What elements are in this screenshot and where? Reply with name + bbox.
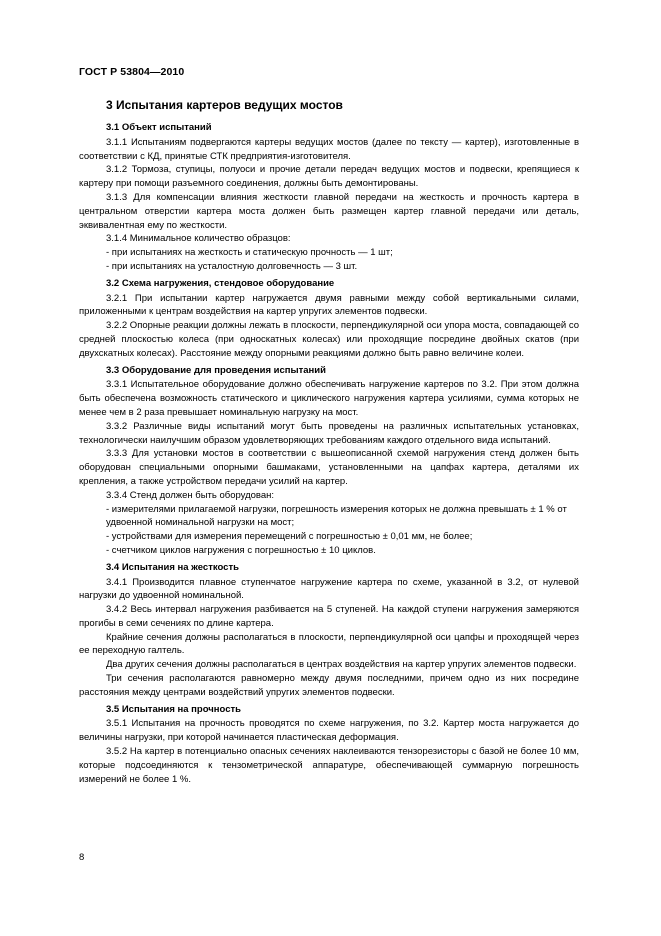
list-item: - измерителями прилагаемой нагрузки, погрешность измерения которых не должна превышать ± 1 % от удвоенной номинальной нагрузки на мост;	[106, 503, 567, 529]
subsection-title-3-4: 3.4 Испытания на жесткость	[106, 561, 239, 573]
section-title: 3 Испытания картеров ведущих мостов	[106, 98, 343, 112]
page-number: 8	[79, 852, 85, 863]
paragraph-3-5-2: 3.5.2 На картер в потенциально опасных сечениях наклеиваются тензорезисторы с базой не более 10 мм, которые подсоединяются к тензометрической аппаратуре, обеспечивающей суммарную погрешность измерений не более 1 %.	[79, 746, 579, 785]
subsection-title-3-1: 3.1 Объект испытаний	[106, 122, 212, 133]
subsection-title-3-5: 3.5 Испытания на прочность	[106, 703, 241, 715]
subsection-title-3-3: 3.3 Оборудование для проведения испытаний	[106, 364, 326, 376]
paragraph-3-4-1: 3.4.1 Производится плавное ступенчатое нагружение картера по схеме, указанной в 3.2, от нулевой нагрузки до удвоенной номинальной.	[79, 576, 579, 602]
list-item: - при испытаниях на жесткость и статическую прочность — 1 шт;	[106, 247, 393, 259]
paragraph-3-4-2: 3.4.2 Весь интервал нагружения разбивается на 5 ступеней. На каждой ступени нагружения замеряются прогибы в семи сечениях по длине картера.	[79, 604, 579, 629]
paragraph-3-5-1: 3.5.1 Испытания на прочность проводятся по схеме нагружения, по 3.2. Картер моста нагружается до величины нагрузки, при которой начинается пластическая деформация.	[79, 718, 579, 744]
list-item: - устройствами для измерения перемещений с погрешностью ± 0,01 мм, не более;	[106, 531, 473, 543]
paragraph-3-1-4: 3.1.4 Минимальное количество образцов:	[106, 233, 291, 245]
document-body	[79, 97, 579, 786]
paragraph-3-2-1: 3.2.1 При испытании картер нагружается двумя равными между собой вертикальными силами, приложенными к центрам воздействия на картер упругих элементов подвески.	[79, 292, 579, 318]
paragraph: Крайние сечения должны располагаться в плоскости, перпендикулярной оси цапфы и проходящей через ее переходную галтель.	[79, 631, 579, 657]
paragraph-3-3-3: 3.3.3 Для установки мостов в соответствии с вышеописанной схемой нагружения стенд должен быть оборудован специальными опорными башмаками, установленными на цапфах картера, деталями их крепления, а также устройством передачи усилий на картер.	[79, 448, 579, 487]
paragraph: Три сечения располагаются равномерно между двумя последними, причем одно из них посредине расстояния между центрами воздействий упругих элементов подвески.	[79, 673, 579, 698]
paragraph-3-3-2: 3.3.2 Различные виды испытаний могут быть проведены на различных испытательных установках, технологически наилучшим образом удовлетворяющих требованиям каждого отдельного вида испытаний.	[79, 420, 579, 446]
list-item: - при испытаниях на усталостную долговечность — 3 шт.	[106, 260, 358, 272]
paragraph-3-2-2: 3.2.2 Опорные реакции должны лежать в плоскости, перпендикулярной оси упора моста, совпадающей со средней плоскостью колеса (при односкатных колесах) или проходящие посредине двойных скатов (при двухскатных колесах). Расстояние между опорными реакциями должно быть равно величине колеи.	[79, 320, 579, 359]
paragraph-3-1-2: 3.1.2 Тормоза, ступицы, полуоси и прочие детали передач ведущих мостов и подвески, крепящиеся к картеру при помощи разъемного соединения, должны быть демонтированы.	[79, 164, 579, 190]
paragraph: Два других сечения должны располагаться в центрах воздействия на картер упругих элементов подвески.	[106, 659, 577, 671]
paragraph-3-3-4: 3.3.4 Стенд должен быть оборудован:	[106, 489, 275, 501]
document-header: ГОСТ Р 53804—2010	[79, 66, 185, 78]
paragraph-3-3-1: 3.3.1 Испытательное оборудование должно обеспечивать нагружение картеров по 3.2. При этом должна быть обеспечена возможность статического и циклического нагружения картера усилиями, сумма которых не менее чем в 2 раза превышает номинальную нагрузку на мост.	[79, 379, 579, 418]
paragraph-3-1-3: 3.1.3 Для компенсации влияния жесткости главной передачи на жесткость и прочность картера в центральном отверстии картера моста должен быть размещен картер главной передачи или деталь, эквивалентная ему по жесткости.	[79, 191, 579, 231]
subsection-title-3-2: 3.2 Схема нагружения, стендовое оборудование	[106, 277, 335, 289]
list-item: - счетчиком циклов нагружения с погрешностью ± 10 циклов.	[106, 544, 376, 556]
paragraph-3-1-1: 3.1.1 Испытаниям подвергаются картеры ведущих мостов (далее по тексту — картер), изготовленные в соответствии с КД, принятые СТК предприятия-изготовителя.	[79, 136, 579, 162]
